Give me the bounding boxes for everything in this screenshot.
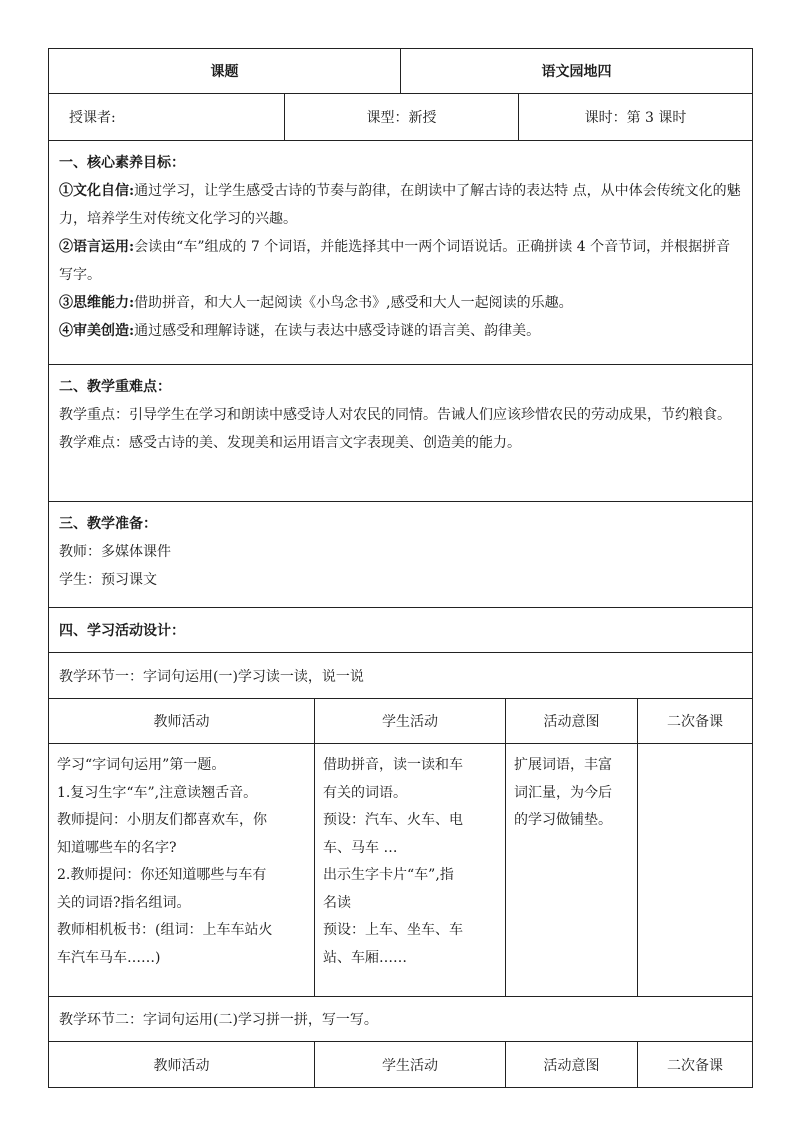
student-activity-line: 预设：上车、坐车、车 xyxy=(323,922,463,938)
step2-title-row xyxy=(48,997,753,1042)
goal-label: ②语言运用: xyxy=(59,239,135,255)
student-prep: 学生：预习课文 xyxy=(59,572,157,588)
column-header: 二次备课 xyxy=(667,714,723,730)
section-heading: 三、教学准备： xyxy=(59,516,157,532)
student-activity-line: 名读 xyxy=(323,894,351,911)
teacher-activity-line: 知道哪些车的名字? xyxy=(57,839,177,856)
student-activity-line: 有关的词语。 xyxy=(323,784,407,801)
difficulty-text: 教学难点：感受古诗的美、发现美和运用语言文字表现美、创造美的能力。 xyxy=(59,435,521,451)
column-header: 二次备课 xyxy=(667,1057,723,1074)
student-activity-line: 出示生字卡片“车”,指 xyxy=(323,867,454,883)
column-header: 活动意图 xyxy=(506,699,638,743)
topic-row xyxy=(48,48,753,94)
key-point-text: 教学重点：引导学生在学习和朗读中感受诗人对农民的同情。告诫人们应该珍惜农民的劳动成果，节约粮食。 xyxy=(59,407,731,423)
topic-value: 语文园地四 xyxy=(541,64,612,80)
topic-label: 课题 xyxy=(49,49,401,93)
column-header: 活动意图 xyxy=(506,1042,638,1087)
teacher-activity-line: 1.复习生字“车”,注意读翘舌音。 xyxy=(57,784,258,801)
info-row xyxy=(48,94,753,141)
step1-title: 教学环节一：字词句运用(一)学习读一读，说一说 xyxy=(59,668,364,685)
core-goals-section xyxy=(48,141,753,365)
teacher-activity-cell xyxy=(49,744,315,996)
step1-body-row xyxy=(48,744,753,997)
student-activity-line: 车、马车 … xyxy=(323,839,398,856)
intent-line: 词汇量，为今后 xyxy=(514,784,612,801)
goal-label: ①文化自信: xyxy=(59,183,135,199)
column-header: 教师活动 xyxy=(49,1042,315,1087)
goal-item xyxy=(59,233,742,289)
goal-item xyxy=(59,289,742,317)
second-prep-cell xyxy=(638,744,752,996)
section-heading: 二、教学重难点： xyxy=(59,379,171,395)
column-header: 教师活动 xyxy=(49,699,315,743)
goal-label: ③思维能力: xyxy=(59,295,135,311)
column-header: 学生活动 xyxy=(315,699,506,743)
goal-text: 通过感受和理解诗谜，在读与表达中感受诗谜的语言美、韵律美。 xyxy=(134,323,541,339)
teacher-activity-line: 2.教师提问：你还知道哪些与车有 xyxy=(57,867,267,883)
step1-header-row xyxy=(48,699,753,744)
intent-line: 扩展词语，丰富 xyxy=(514,757,612,773)
activity-intent-cell xyxy=(506,744,638,996)
step2-header-row xyxy=(48,1042,753,1088)
student-activity-line: 预设：汽车、火车、电 xyxy=(323,812,463,828)
goal-text: 借助拼音，和大人一起阅读《小鸟念书》,感受和大人一起阅读的乐趣。 xyxy=(134,295,573,311)
student-activity-line: 站、车厢…… xyxy=(323,949,407,966)
column-header: 学生活动 xyxy=(315,1042,506,1087)
teacher-activity-line: 学习“字词句运用”第一题。 xyxy=(57,757,226,773)
key-points-section xyxy=(48,365,753,502)
lesson-hours: 课时：第 3 课时 xyxy=(584,110,687,126)
intent-line: 的学习做铺垫。 xyxy=(514,812,612,828)
preparation-section xyxy=(48,502,753,608)
step1-title-row xyxy=(48,653,753,699)
goal-item xyxy=(59,317,742,345)
lesson-plan-table xyxy=(48,48,753,1088)
lesson-type: 课型：新授 xyxy=(285,94,519,140)
goal-text: 通过学习，让学生感受古诗的节奏与韵律，在朗读中了解古诗的表达特 点，从中体会传统文化的魅力，培养学生对传统文化学习的兴趣。 xyxy=(59,183,741,227)
teacher-label: 授课者: xyxy=(49,94,285,140)
student-activity-cell xyxy=(315,744,506,996)
teacher-activity-line: 关的词语?指名组词。 xyxy=(57,894,191,911)
student-activity-line: 借助拼音，读一读和车 xyxy=(323,757,463,773)
activity-design-row xyxy=(48,608,753,653)
goal-label: ④审美创造: xyxy=(59,323,135,339)
section-heading: 四、学习活动设计： xyxy=(59,623,185,639)
teacher-activity-line: 车汽车马车……) xyxy=(57,949,161,966)
goal-item xyxy=(59,177,742,233)
teacher-activity-line: 教师提问：小朋友们都喜欢车，你 xyxy=(57,812,267,828)
goal-text: 会读由“车”组成的 7 个词语，并能选择其中一两个词语说话。正确拼读 4 个音节词，并根据拼音写字。 xyxy=(59,239,731,283)
section-heading: 一、核心素养目标： xyxy=(59,155,185,171)
teacher-activity-line: 教师相机板书：(组词：上车车站火 xyxy=(57,922,273,938)
teacher-prep: 教师：多媒体课件 xyxy=(59,544,171,560)
step2-title: 教学环节二：字词句运用(二)学习拼一拼，写一写。 xyxy=(59,1012,378,1028)
